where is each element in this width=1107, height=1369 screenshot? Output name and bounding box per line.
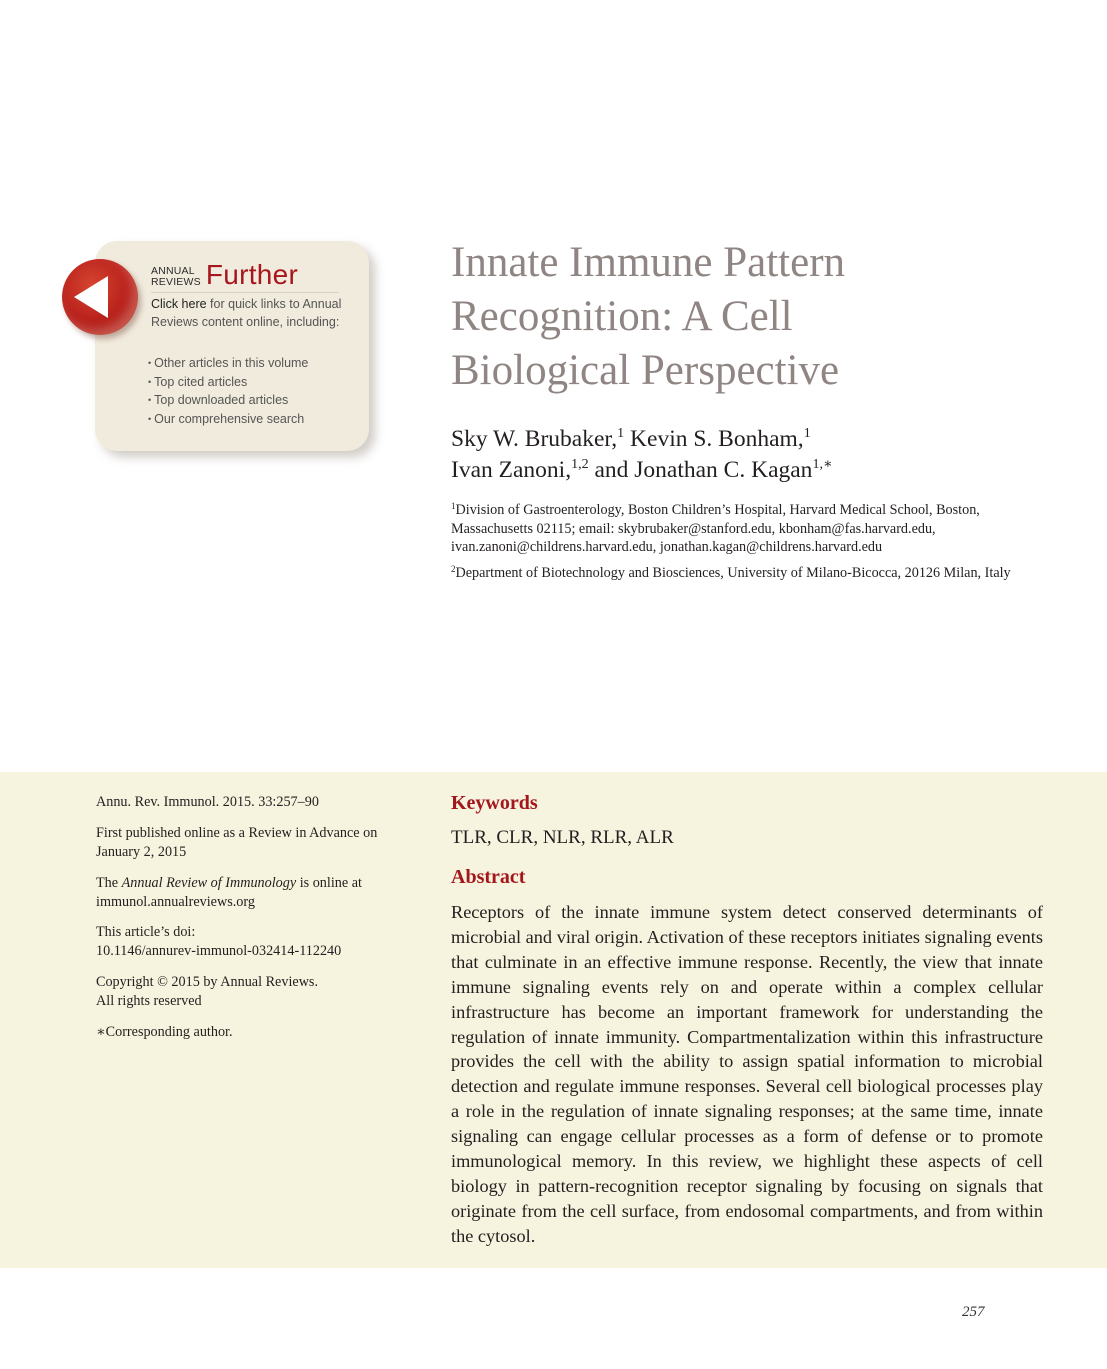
further-link-search[interactable]: • Our comprehensive search	[148, 411, 308, 430]
author-list	[451, 424, 832, 486]
journal-name: Annual Review of Immunology	[121, 875, 297, 891]
further-link-top-downloaded[interactable]: • Top downloaded articles	[148, 392, 308, 411]
abstract-heading: Abstract	[451, 866, 526, 888]
rights: All rights reserved	[96, 993, 202, 1009]
affiliation-sup: 1	[451, 501, 456, 511]
citation: Annu. Rev. Immunol. 2015. 33:257–90	[96, 794, 319, 810]
annual-reviews-logo	[151, 266, 201, 288]
left-arrow-circle-icon[interactable]	[62, 259, 138, 335]
copyright-block	[96, 973, 416, 1011]
affiliation-text: Department of Biotechnology and Biosciences, University of Milano-Bicocca, 20126 Milan, Italy	[455, 565, 1011, 581]
keywords-heading: Keywords	[451, 792, 538, 814]
title-line: Innate Immune Pattern	[451, 239, 846, 286]
affiliation-text: Division of Gastroenterology, Boston Children’s Hospital, Harvard Medical School, Boston, Massachusetts 02115; email: skybrubaker@stanford.edu, kbonham@fas.harvard.edu, ivan.zanoni@childrens.harvard.edu, jonathan.kagan@childrens.harvard.edu	[451, 502, 980, 555]
abstract-text: Receptors of the innate immune system detect conserved determinants of microbial and viral origin. Activation of these receptors initiates signaling events that culminate in an effective immune response. Recently, the view that innate immune signaling events rely on and operate within a complex cellular infrastructure has become an important framework for understanding the regulation of innate immunity. Compartmentalization within this infrastructure provides the cell with the ability to assign spatial information to microbial detection and regulate immune responses. Several cell biological processes play a role in the regulation of innate signaling responses; at the same time, innate signaling can engage cellular processes as a form of defense or to promote immunological memory. In this review, we highlight these aspects of cell biology in pattern-recognition receptor signaling by focusing on signals that originate from the cell surface, from endosomal compartments, and from within the cytosol.	[451, 902, 1043, 1246]
journal-online	[96, 874, 416, 912]
author-affil-sup: 1	[803, 426, 811, 441]
affiliation-1	[451, 501, 1051, 557]
author-affil-sup: 1	[617, 426, 625, 441]
copyright: Copyright © 2015 by Annual Reviews.	[96, 974, 319, 990]
page-number: 257	[962, 1304, 985, 1320]
author-name: Kevin S. Bonham,	[630, 426, 804, 452]
doi-block	[96, 923, 416, 961]
further-intro	[151, 296, 351, 331]
brand-line-annual: ANNUAL	[151, 265, 195, 277]
click-here-link[interactable]: Click here	[151, 297, 207, 311]
title-line: Recognition: A Cell	[451, 293, 793, 340]
author-name: Sky W. Brubaker,	[451, 426, 618, 452]
author-name: and Jonathan C. Kagan	[594, 457, 813, 483]
online-suffix[interactable]: is online at immunol.annualreviews.org	[96, 875, 362, 910]
divider	[151, 292, 339, 293]
doi-value[interactable]: 10.1146/annurev-immunol-032414-112240	[96, 943, 342, 959]
further-links-list	[148, 355, 308, 429]
corresponding-author: ∗Corresponding author.	[96, 1024, 233, 1040]
further-title: Further	[205, 259, 299, 290]
further-intro-text: for quick links to Annual Reviews content online, including:	[151, 297, 342, 329]
author-affil-sup: 1,∗	[812, 457, 833, 472]
author-affil-sup: 1,2	[571, 457, 589, 472]
further-link-top-cited[interactable]: • Top cited articles	[148, 374, 308, 393]
affiliation-sup: 2	[451, 564, 456, 574]
keywords-text: TLR, CLR, NLR, RLR, ALR	[451, 827, 674, 848]
title-line: Biological Perspective	[451, 347, 840, 394]
doi-label: This article’s doi:	[96, 924, 196, 940]
published-date: First published online as a Review in Advance on January 2, 2015	[96, 825, 378, 860]
author-name: Ivan Zanoni,	[451, 457, 572, 483]
further-header	[151, 259, 299, 290]
brand-line-reviews: REVIEWS	[151, 276, 201, 288]
further-link-other-articles[interactable]: • Other articles in this volume	[148, 355, 308, 374]
affiliation-2	[451, 564, 1051, 583]
article-title	[451, 236, 971, 398]
online-prefix: The	[96, 875, 122, 891]
